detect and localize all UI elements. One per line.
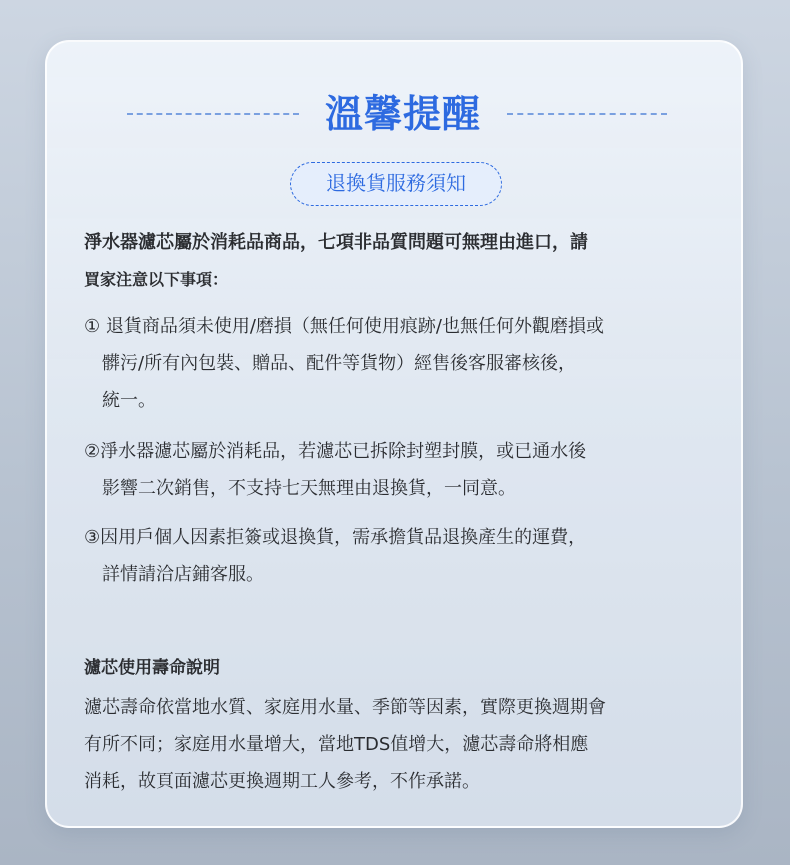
- policy-item-1-line-2: 髒污/所有內包裝、贈品、配件等貨物）經售後客服審核後，: [102, 353, 577, 374]
- policy-item-1-line-3: 統一。: [102, 390, 156, 411]
- policy-item-3-line-1: ③因用戶個人因素拒簽或退換貨，需承擔貨品退換產生的運費，: [84, 527, 587, 548]
- policy-item-2-line-2: 影響二次銷售，不支持七天無理由退換貨，一同意。: [102, 478, 516, 499]
- title-divider-left: [127, 113, 299, 115]
- policy-item-1: [84, 308, 709, 419]
- intro-paragraph: [84, 224, 709, 298]
- notice-card: [45, 40, 743, 828]
- policy-item-1-line-1: ① 退貨商品須未使用/磨損（無任何使用痕跡/也無任何外觀磨損或: [84, 316, 604, 337]
- filter-lifespan-description: [84, 689, 709, 800]
- title-divider-right: [507, 113, 667, 115]
- policy-item-3: [84, 519, 709, 593]
- filter-desc-line-3: 消耗，故頁面濾芯更換週期工人參考，不作承諾。: [84, 771, 480, 792]
- policy-item-3-line-2: 詳情請洽店鋪客服。: [102, 564, 264, 585]
- return-policy-badge: 退換貨服務須知: [290, 162, 502, 206]
- policy-item-2-line-1: ②淨水器濾芯屬於消耗品，若濾芯已拆除封塑封膜，或已通水後: [84, 441, 587, 462]
- policy-item-2: [84, 433, 709, 507]
- intro-line-2: 買家注意以下事項：: [84, 270, 229, 289]
- filter-desc-line-1: 濾芯壽命依當地水質、家庭用水量、季節等因素，實際更換週期會: [84, 697, 606, 718]
- filter-lifespan-heading: 濾芯使用壽命說明: [84, 658, 220, 678]
- filter-desc-line-2: 有所不同；家庭用水量增大，當地TDS值增大，濾芯壽命將相應: [84, 734, 589, 755]
- page-title: 溫馨提醒: [324, 92, 481, 136]
- intro-line-1: 淨水器濾芯屬於消耗品商品，七項非品質問題可無理由進口，請: [84, 232, 588, 253]
